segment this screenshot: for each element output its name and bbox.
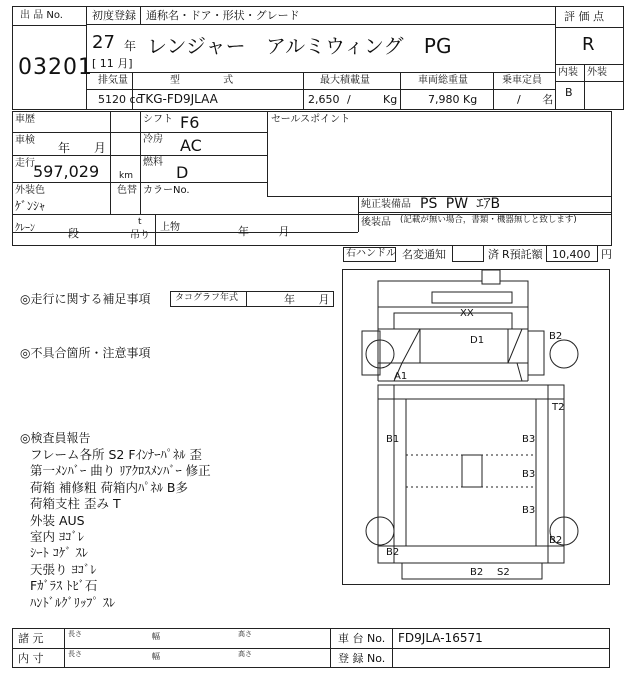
box-center-panel bbox=[462, 455, 482, 487]
report-line: 荷箱 補修粗 荷箱内ﾊﾟﾈﾙ B多 bbox=[30, 479, 188, 495]
width-label: 幅 bbox=[152, 632, 160, 641]
capacity-label: 乗車定員 bbox=[502, 75, 542, 86]
report-line: 天張り ﾖｺﾞﾚ bbox=[30, 561, 97, 577]
deposit-value: 10,400 bbox=[552, 248, 591, 261]
sales-point-label: セールスポイント bbox=[271, 114, 351, 125]
height-label: 高さ bbox=[238, 630, 252, 638]
shift-label: シフト bbox=[143, 114, 173, 125]
damage-mark: B2 bbox=[386, 547, 400, 558]
report-line: ﾊﾝﾄﾞﾙｸﾞﾘｯﾌﾟ ｽﾚ bbox=[30, 594, 116, 610]
damage-mark-rear-s2: S2 bbox=[497, 567, 510, 578]
ac-label: 冷房 bbox=[143, 134, 163, 145]
exterior-grade-label: 外装 bbox=[587, 67, 607, 78]
right-mirror bbox=[528, 331, 544, 375]
name-change-box bbox=[452, 245, 484, 262]
load-label: 最大積載量 bbox=[320, 75, 370, 86]
damage-mark: T2 bbox=[552, 402, 565, 413]
damage-mark: A1 bbox=[394, 371, 408, 382]
inspector-report-label: ◎検査員報告 bbox=[20, 431, 91, 445]
crane-label: ｸﾚｰﾝ bbox=[15, 223, 35, 234]
report-line: ｼｰﾄ ｺｹﾞ ｽﾚ bbox=[30, 545, 88, 561]
driving-notes-label: ◎走行に関する補足事項 bbox=[20, 292, 151, 306]
inspector-report bbox=[30, 447, 211, 611]
displacement-value: 5120 cc bbox=[98, 93, 142, 106]
name-label: 通称名・ドア・形状・グレード bbox=[146, 9, 300, 22]
mileage-label: 走行 bbox=[15, 158, 35, 169]
model-value: TKG-FD9JLAA bbox=[138, 92, 218, 106]
cab-visor bbox=[432, 292, 512, 303]
deposit-label: R預託額 bbox=[502, 248, 543, 261]
tacho-label: タコグラフ年式 bbox=[175, 293, 239, 303]
truck-diagram-svg bbox=[342, 269, 610, 585]
gvw-value: 7,980 Kg bbox=[428, 93, 478, 106]
reg-no-label: 登 録 No. bbox=[338, 652, 386, 665]
crane-t: t bbox=[138, 217, 142, 227]
damage-mark: B3 bbox=[522, 505, 536, 516]
load-value: 2,650 / bbox=[308, 93, 351, 106]
rhd-label: 右ハンドル bbox=[346, 248, 396, 259]
defects-label: ◎不具合箇所・注意事項 bbox=[20, 346, 151, 360]
upper-body-value: 年 月 bbox=[238, 225, 290, 238]
dims-label: 諸 元 bbox=[18, 632, 44, 645]
deposit-unit: 円 bbox=[601, 248, 612, 261]
damage-mark: B2 bbox=[549, 331, 563, 342]
interior-width-label: 幅 bbox=[152, 652, 160, 661]
lot-no-label: 出 品 No. bbox=[20, 10, 63, 21]
aftermarket-note: (記載が無い場合，書類・機器無しと致します) bbox=[400, 215, 577, 225]
mileage-unit: km bbox=[119, 171, 133, 181]
reg-month: [ 11 月] bbox=[92, 57, 133, 70]
aftermarket-label: 後装品 bbox=[361, 217, 391, 228]
report-line: 荷箱支柱 歪み T bbox=[30, 496, 121, 512]
interior-height-label: 高さ bbox=[238, 650, 252, 658]
report-line: 第一ﾒﾝﾊﾞｰ 曲り ﾘｱｸﾛｽﾒﾝﾊﾞｰ 修正 bbox=[30, 463, 211, 479]
crane-hang: 吊り bbox=[130, 230, 150, 241]
left-mirror bbox=[362, 331, 380, 375]
model-label: 型 式 bbox=[170, 75, 234, 86]
car-name: レンジャー アルミウィング PG bbox=[147, 34, 452, 58]
upper-body-label: 上物 bbox=[160, 222, 180, 233]
inspection-label: 車検 bbox=[15, 135, 35, 146]
fuel-value: D bbox=[176, 163, 189, 182]
rear-left-wheel bbox=[366, 517, 394, 545]
first-reg-label: 初度登録 bbox=[92, 9, 136, 22]
interior-grade: B bbox=[565, 86, 573, 99]
color-change-label: 色替 bbox=[117, 185, 137, 196]
displacement-label: 排気量 bbox=[98, 75, 128, 86]
crane-stage: 段 bbox=[68, 227, 79, 240]
reg-year-unit: 年 bbox=[124, 39, 137, 53]
gvw-label: 車両総重量 bbox=[418, 75, 468, 86]
rating-value: R bbox=[582, 34, 595, 55]
std-equipment-value: PS PW ｴｱB bbox=[420, 196, 501, 212]
capacity-value: / 名 bbox=[517, 93, 554, 106]
load-unit: Kg bbox=[383, 93, 398, 106]
color-value: ｹﾞﾝｼｬ bbox=[15, 199, 46, 213]
front-right-wheel bbox=[550, 340, 578, 368]
damage-mark: XX bbox=[460, 308, 474, 319]
damage-mark: B1 bbox=[386, 434, 400, 445]
color-label: 外装色 bbox=[15, 185, 45, 196]
fuel-label: 燃料 bbox=[143, 157, 163, 168]
rating-label: 評 価 点 bbox=[564, 10, 604, 23]
damage-mark: B2 bbox=[549, 535, 563, 546]
interior-length-label: 長さ bbox=[68, 650, 82, 658]
report-line: Fｶﾞﾗｽ ﾄﾋﾞ石 bbox=[30, 578, 98, 594]
std-equipment-label: 純正装備品 bbox=[361, 199, 411, 210]
interior-dims-label: 内 寸 bbox=[18, 652, 44, 665]
damage-mark: B3 bbox=[522, 469, 536, 480]
chassis-value: FD9JLA-16571 bbox=[398, 631, 483, 645]
report-line: 室内 ﾖｺﾞﾚ bbox=[30, 529, 84, 545]
windshield bbox=[420, 329, 508, 363]
reg-year: 27 bbox=[92, 32, 115, 53]
name-change-label: 名変通知 bbox=[402, 248, 446, 261]
interior-grade-label: 内装 bbox=[558, 67, 578, 78]
history-label: 車歴 bbox=[15, 114, 35, 125]
color-no-label: カラーNo. bbox=[143, 185, 190, 196]
lot-number: 03201 bbox=[18, 55, 93, 80]
length-label: 長さ bbox=[68, 630, 82, 638]
shift-value: F6 bbox=[180, 113, 200, 132]
report-line: フレーム各所 S2 Fｲﾝﾅｰﾊﾟﾈﾙ 歪 bbox=[30, 447, 202, 462]
deposit-prefix: 済 bbox=[488, 248, 499, 261]
mileage-value: 597,029 bbox=[33, 162, 100, 181]
tacho-value: 年 月 bbox=[284, 293, 330, 306]
report-line: 外装 AUS bbox=[30, 512, 85, 528]
chassis-label: 車 台 No. bbox=[338, 632, 386, 645]
damage-mark: D1 bbox=[470, 335, 485, 346]
cab-roof bbox=[394, 313, 512, 329]
damage-mark: B2 bbox=[470, 567, 484, 578]
inspection-value: 年 月 bbox=[58, 141, 106, 155]
damage-mark: B3 bbox=[522, 434, 536, 445]
ac-value: AC bbox=[180, 136, 202, 155]
